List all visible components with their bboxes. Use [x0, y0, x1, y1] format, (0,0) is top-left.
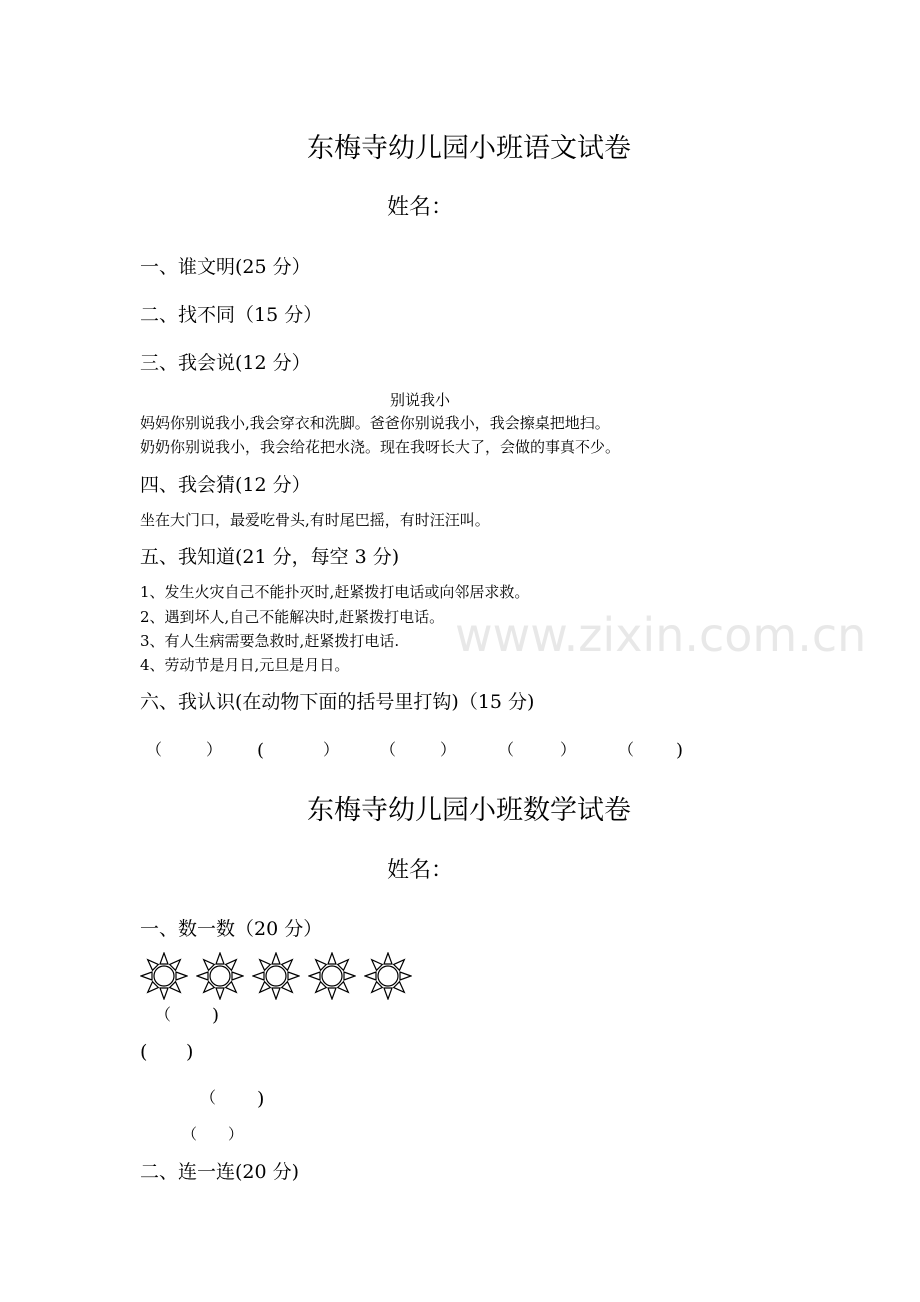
answer-bracket-open[interactable]: （ — [155, 1005, 172, 1024]
answer-bracket-close: ） — [560, 740, 577, 759]
sun-icon — [196, 952, 244, 1000]
answer-bracket-close: ） — [323, 740, 340, 759]
math-section-2: 二、连一连(20 分) — [140, 1161, 300, 1183]
answer-bracket-close: ) — [257, 1088, 265, 1110]
knowledge-item: 4、劳动节是月日,元旦是月日。 — [140, 656, 350, 674]
poem-title: 别说我小 — [390, 391, 451, 409]
math-section-1: 一、数一数（20 分） — [140, 918, 323, 940]
answer-bracket-close: ) — [676, 740, 684, 761]
sun-icon — [308, 952, 356, 1000]
answer-bracket-open[interactable]: （ — [618, 740, 635, 759]
sun-icon — [364, 952, 412, 1000]
sun-icon — [140, 952, 188, 1000]
answer-bracket-open[interactable]: （ — [146, 740, 163, 759]
knowledge-item: 1、发生火灾自己不能扑灭时,赶紧拨打电话或向邻居求救。 — [140, 583, 530, 601]
chinese-section-2: 二、找不同（15 分） — [140, 304, 323, 326]
answer-bracket-open[interactable]: ( — [257, 740, 265, 761]
chinese-section-3: 三、我会说(12 分） — [140, 352, 311, 374]
sun-icon — [252, 952, 300, 1000]
answer-bracket-close: ) — [186, 1041, 194, 1063]
answer-bracket-open[interactable]: （ — [182, 1125, 198, 1143]
answer-bracket-open[interactable]: （ — [498, 740, 515, 759]
answer-bracket-open[interactable]: ( — [140, 1041, 148, 1063]
knowledge-item: 2、遇到坏人,自己不能解决时,赶紧拨打电话。 — [140, 608, 445, 626]
poem-line-1: 妈妈你别说我小,我会穿衣和洗脚。爸爸你别说我小，我会擦桌把地扫。 — [140, 414, 610, 432]
chinese-section-6: 六、我认识(在动物下面的括号里打钩)（15 分) — [140, 691, 535, 713]
chinese-exam-title: 东梅寺幼儿园小班语文试卷 — [307, 133, 631, 164]
poem-line-2: 奶奶你别说我小，我会给花把水浇。现在我呀长大了，会做的事真不少。 — [140, 438, 621, 456]
answer-bracket-open[interactable]: （ — [380, 740, 397, 759]
math-name-label: 姓名： — [387, 858, 454, 883]
chinese-section-4: 四、我会猜(12 分） — [140, 474, 311, 496]
answer-bracket-close: ） — [228, 1125, 244, 1143]
riddle-text: 坐在大门口，最爱吃骨头,有时尾巴摇，有时汪汪叫。 — [140, 511, 490, 529]
knowledge-item: 3、有人生病需要急救时,赶紧拨打电话. — [140, 632, 400, 650]
answer-bracket-open[interactable]: （ — [200, 1088, 217, 1107]
watermark: www.zixin.com.cn — [455, 608, 867, 662]
chinese-name-label: 姓名： — [387, 195, 454, 220]
chinese-section-1: 一、谁文明(25 分） — [140, 256, 311, 278]
chinese-section-5: 五、我知道(21 分，每空 3 分) — [140, 546, 400, 568]
answer-bracket-close: ) — [212, 1005, 220, 1026]
math-exam-title: 东梅寺幼儿园小班数学试卷 — [307, 795, 631, 826]
answer-bracket-close: ） — [440, 740, 457, 759]
answer-bracket-close: ） — [206, 740, 223, 759]
